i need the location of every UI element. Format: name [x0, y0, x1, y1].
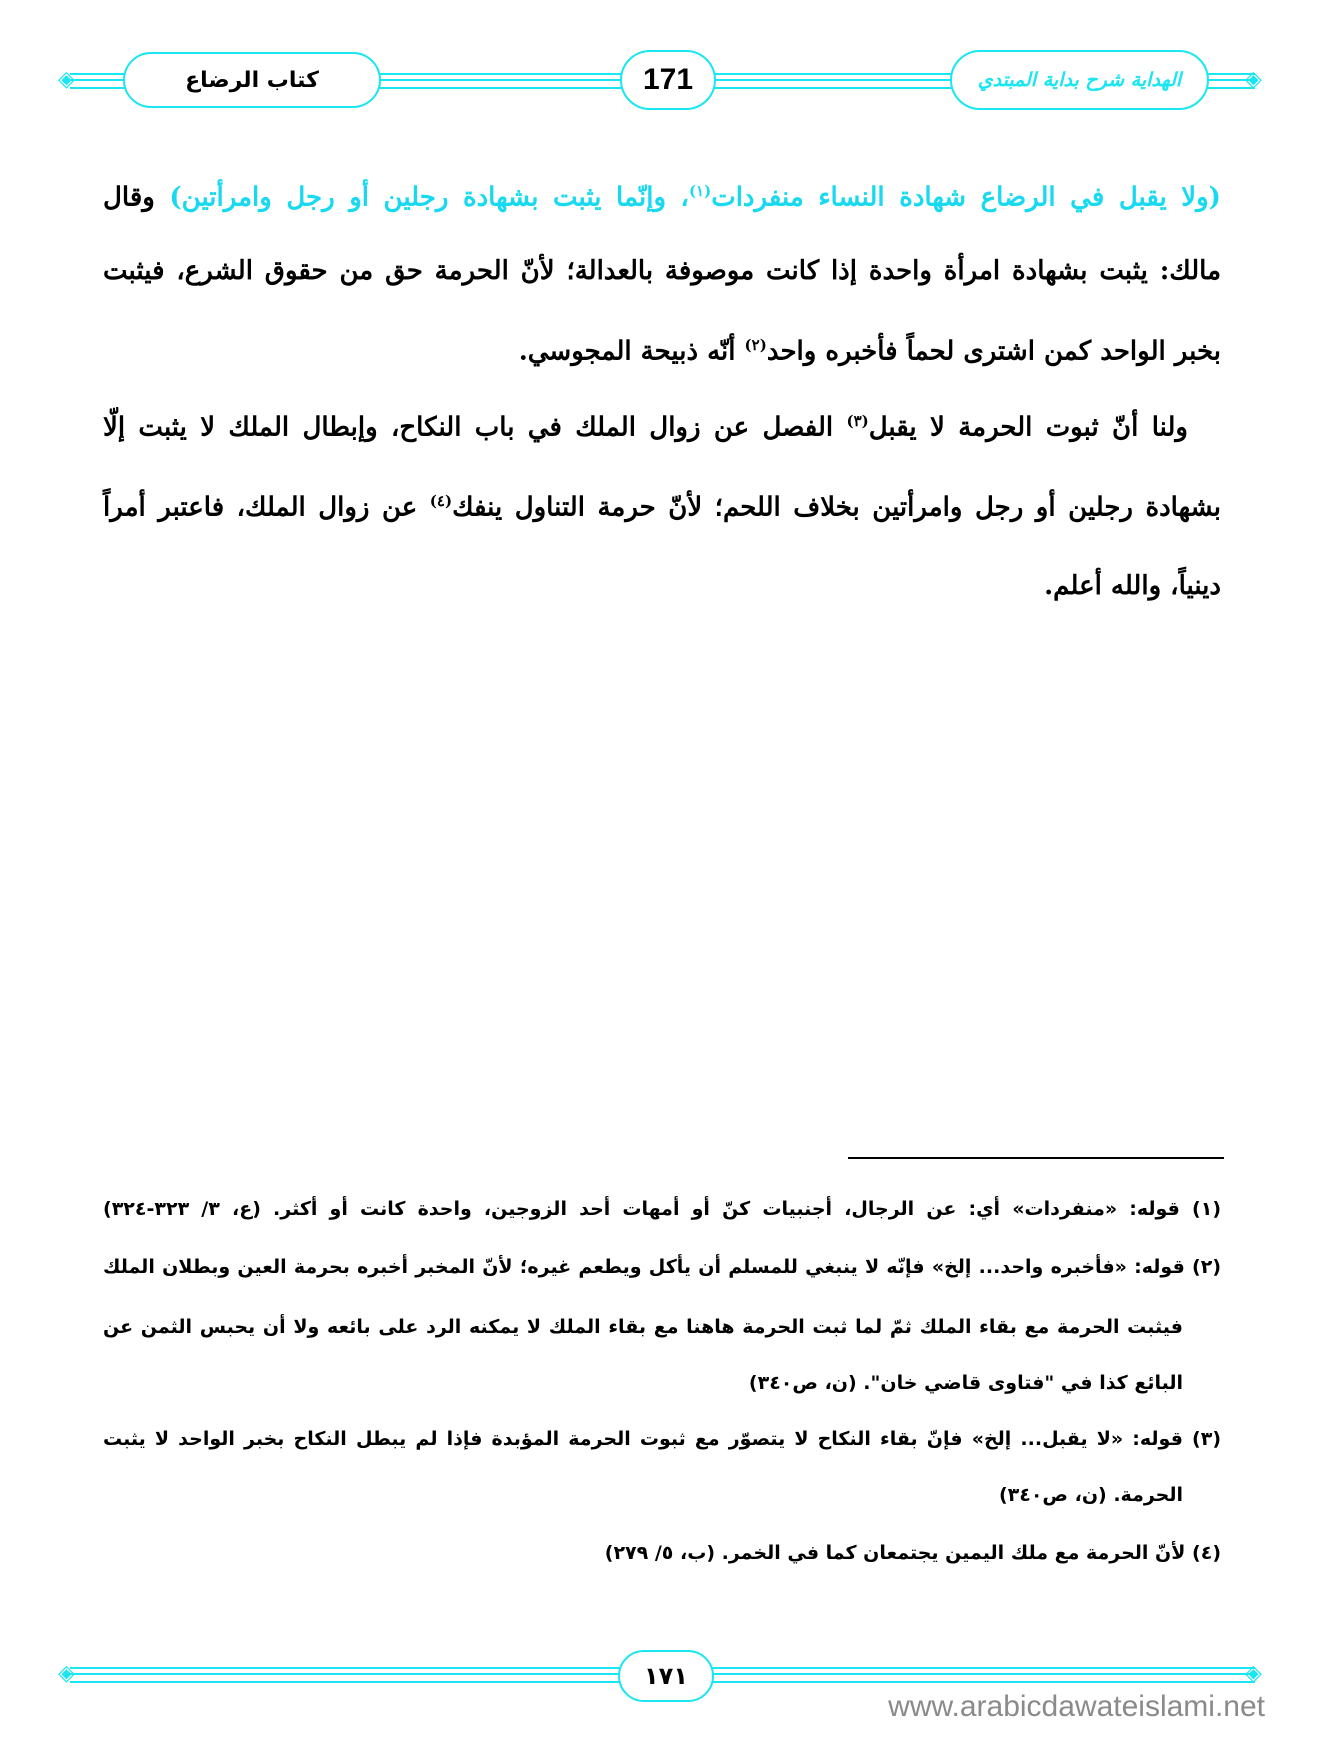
- footnote-ref: (٣): [846, 412, 869, 430]
- footnote-ref: (٤): [429, 492, 453, 510]
- body-line-3: [103, 336, 1221, 367]
- body-line-2: [103, 256, 1221, 286]
- body-line-5: [103, 492, 1221, 523]
- footnote-ref: (٢): [744, 336, 767, 354]
- matn-text: (ولا يقبل في الرضاع شهادة النساء منفردات: [711, 182, 1221, 213]
- body-line-1: [103, 182, 1221, 213]
- body-line-6: [103, 571, 1221, 601]
- footnote-2-cont: فيثبت الحرمة مع بقاء الملك ثمّ لما ثبت الحرمة هاهنا مع بقاء الملك لا يمكنه الرد على بائعه ولا أن يحبس الثمن عن: [103, 1316, 1183, 1338]
- body-text: بشهادة رجلين أو رجل وامرأتين بخلاف اللحم؛ لأنّ حرمة التناول ينفك: [452, 492, 1221, 523]
- chapter-title: كتاب الرضاع: [123, 52, 381, 108]
- matn-text: ، وإنّما يثبت بشهادة رجلين أو رجل وامرأتين): [169, 182, 689, 213]
- footer-page-number: ١٧١: [618, 1650, 714, 1702]
- body-text: أنّه ذبيحة المجوسي.: [518, 336, 745, 367]
- ornament-left-icon: ◈: [58, 1661, 75, 1686]
- body-text: مالك: يثبت بشهادة امرأة واحدة إذا كانت موصوفة بالعدالة؛ لأنّ الحرمة حق من حقوق الشرع، فيثبت: [103, 256, 1221, 286]
- footnote-3-cont: الحرمة. (ن، ص٣٤٠): [998, 1484, 1183, 1506]
- body-text: الفصل عن زوال الملك في باب النكاح، وإبطال الملك لا يثبت إلّا: [103, 412, 847, 443]
- body-text: ولنا أنّ ثبوت الحرمة لا يقبل: [868, 412, 1188, 443]
- website-watermark: www.arabicdawateislami.net: [888, 1690, 1265, 1723]
- body-text: دينياً، والله أعلم.: [1044, 571, 1221, 601]
- page-number: 171: [620, 50, 716, 110]
- book-logo: الهداية شرح بداية المبتدي: [950, 50, 1209, 110]
- footnote-2-cont: البائع كذا في "فتاوى قاضي خان". (ن، ص٣٤٠): [748, 1372, 1183, 1394]
- footnote-4: (٤) لأنّ الحرمة مع ملك اليمين يجتمعان كما في الخمر. (ب، ٥/ ٢٧٩): [604, 1542, 1221, 1564]
- body-line-4: [103, 412, 1188, 443]
- footnote-3: (٣) قوله: «لا يقبل... إلخ» فإنّ بقاء النكاح لا يتصوّر مع ثبوت الحرمة المؤبدة فإذا لم يبطل النكاح بخبر الواحد لا يثبت: [103, 1428, 1221, 1450]
- ornament-right-icon: ◈: [1245, 67, 1262, 92]
- ornament-left-icon: ◈: [58, 67, 75, 92]
- ornament-right-icon: ◈: [1245, 1661, 1262, 1686]
- body-text: وقال: [103, 182, 170, 213]
- footnote-2: (٢) قوله: «فأخبره واحد... إلخ» فإنّه لا ينبغي للمسلم أن يأكل ويطعم غيره؛ لأنّ المخبر أخبره بحرمة العين وبطلان الملك: [103, 1256, 1221, 1278]
- body-text: بخبر الواحد كمن اشترى لحماً فأخبره واحد: [766, 336, 1221, 367]
- body-text: عن زوال الملك، فاعتبر أمراً: [103, 492, 430, 523]
- footnote-1: (١) قوله: «منفردات» أي: عن الرجال، أجنبيات كنّ أو أمهات أحد الزوجين، واحدة كانت أو أكثر. (ع، ٣/ ٣٢٣-٣٢٤): [103, 1198, 1221, 1220]
- footnote-separator: [848, 1157, 1224, 1159]
- footnote-ref: (١): [688, 182, 712, 200]
